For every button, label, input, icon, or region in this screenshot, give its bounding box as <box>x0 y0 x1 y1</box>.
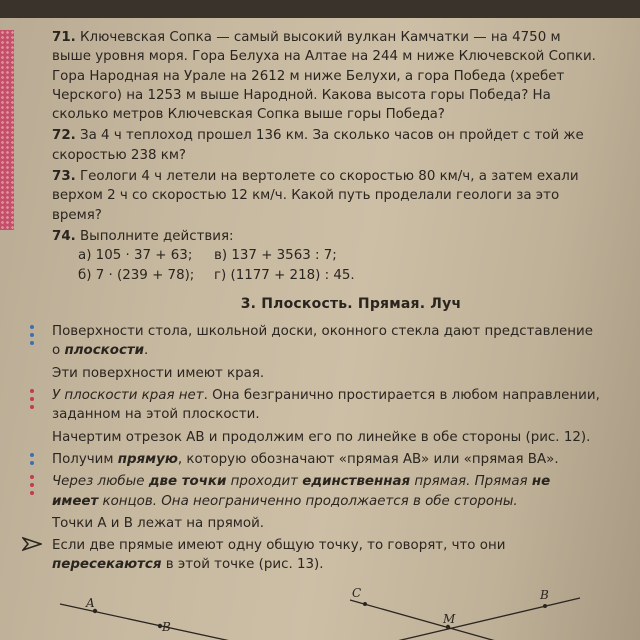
blue-marker-icon <box>30 325 36 349</box>
problem-71: 71. Ключевская Сопка — самый высокий вулкан Камчатки — на 4750 м выше уровня моря. Гора Белуха на Алтае на 244 м ниже Ключевской Сопки. Гора Народная на Урале на 2612 м ниже Белухи, а гора Победа (хребет Черского) на 1253 м выше Народной. Какова высота горы Победа? На сколько метров Ключевская Сопка выше горы Победа? <box>52 30 596 123</box>
problem-74: 74. Выполните действия: <box>52 228 234 244</box>
op-g: г) (1177 + 218) : 45. <box>214 267 355 283</box>
red-marker-icon <box>30 389 36 413</box>
label-c: C <box>352 586 362 600</box>
problem-73: 73. Геологи 4 ч летели на вертолете со скоростью 80 км/ч, а затем ехали верхом 2 ч со скоростью 12 км/ч. Какой путь проделали геологи за это время? <box>52 169 579 223</box>
label-b: B <box>162 620 171 634</box>
paragraph-points: Точки A и B лежат на прямой. <box>52 515 265 531</box>
red-marker-icon <box>30 475 36 499</box>
figures-12-13 <box>0 580 640 640</box>
label-b2: B <box>540 588 549 602</box>
op-v: в) 137 + 3563 : 7; <box>214 248 337 264</box>
page-edge-decoration <box>0 30 14 230</box>
label-m: M <box>443 612 456 626</box>
problem-74-operations <box>52 246 600 285</box>
page-top-shadow <box>0 0 640 18</box>
page-content <box>52 28 600 578</box>
section-title: 3. Плоскость. Прямая. Луч <box>240 295 462 312</box>
paragraph-no-edges: У плоскости края нет. Она безгранично простирается в любом направлении, заданном на этой плоскости. <box>52 386 600 425</box>
paragraph-intersect: Если две прямые имеют одну общую точку, то говорят, что они пересекаются в этой точке (рис. 13). <box>52 536 600 575</box>
paragraph-line: Получим прямую, которую обозначают «прямая AB» или «прямая BA». <box>52 450 600 469</box>
problem-72: 72. За 4 ч теплоход прошел 136 км. За сколько часов он пройдет с той же скоростью 238 км? <box>52 128 584 163</box>
label-a: A <box>86 596 95 610</box>
paragraph-segment: Начертим отрезок AB и продолжим его по линейке в обе стороны (рис. 12). <box>52 429 591 445</box>
paragraph-axiom: Через любые две точки проходит единственная прямая. Прямая не имеет концов. Она неограниченно продолжается в обе стороны. <box>52 472 600 511</box>
op-b: б) 7 · (239 + 78); <box>78 267 195 283</box>
blue-marker-icon <box>30 453 36 469</box>
paragraph-edges: Эти поверхности имеют края. <box>52 365 265 381</box>
paragraph-plane: Поверхности стола, школьной доски, оконного стекла дают представление о плоскости. <box>52 322 600 361</box>
op-a: а) 105 · 37 + 63; <box>78 248 193 264</box>
pointer-arrow-icon <box>22 536 42 552</box>
